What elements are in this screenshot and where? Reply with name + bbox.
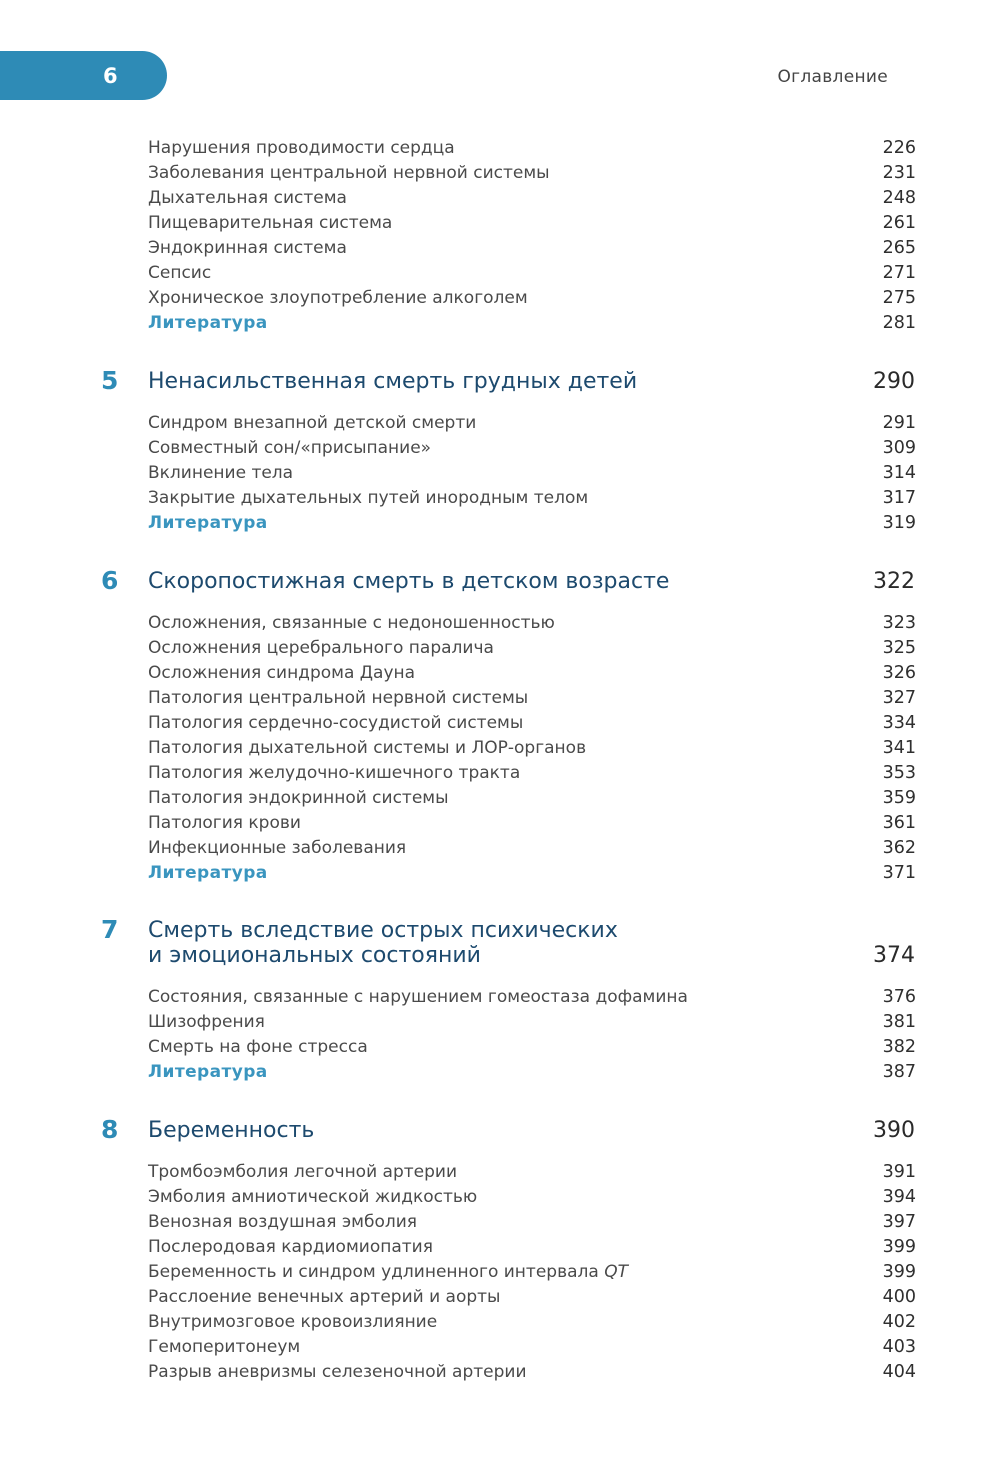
toc-entry[interactable]: Расслоение венечных артерий и аорты 400 (148, 1287, 916, 1307)
toc-entry[interactable]: Инфекционные заболевания 362 (148, 838, 916, 858)
chapter-number: 6 (101, 566, 119, 595)
chapter-number: 8 (101, 1115, 119, 1144)
toc-entry[interactable]: Эндокринная система 265 (148, 238, 916, 258)
toc-entry[interactable]: Беременность и синдром удлиненного интервала QT 399 (148, 1262, 916, 1282)
toc-entry[interactable]: Состояния, связанные с нарушением гомеостаза дофамина 376 (148, 987, 916, 1007)
running-title: Оглавление (777, 67, 888, 87)
toc-entry[interactable]: Патология желудочно-кишечного тракта 353 (148, 763, 916, 783)
toc-entry[interactable]: Патология эндокринной системы 359 (148, 788, 916, 808)
toc-entry[interactable]: Шизофрения 381 (148, 1012, 916, 1032)
toc-entry[interactable]: Закрытие дыхательных путей инородным телом 317 (148, 488, 916, 508)
toc-entry[interactable]: Смерть на фоне стресса 382 (148, 1037, 916, 1057)
toc-entry[interactable]: Гемоперитонеум 403 (148, 1337, 916, 1357)
toc-entry[interactable]: Синдром внезапной детской смерти 291 (148, 413, 916, 433)
chapter-title-line2: и эмоциональных состояний (148, 943, 481, 968)
toc-entry-literature[interactable]: Литература 281 (148, 313, 916, 333)
toc-entry-literature[interactable]: Литература 371 (148, 863, 916, 883)
toc-entry[interactable]: Вклинение тела 314 (148, 463, 916, 483)
toc-entry[interactable]: Пищеварительная система 261 (148, 213, 916, 233)
toc-entry-literature[interactable]: Литература 387 (148, 1062, 916, 1082)
toc-entry[interactable]: Патология крови 361 (148, 813, 916, 833)
toc-entry[interactable]: Осложнения церебрального паралича 325 (148, 638, 916, 658)
toc-entry[interactable]: Эмболия амниотической жидкостью 394 (148, 1187, 916, 1207)
chapter-page: 290 (873, 369, 915, 394)
chapter-number: 5 (101, 366, 119, 395)
page-number-tab (0, 51, 167, 100)
toc-entry[interactable]: Патология центральной нервной системы 327 (148, 688, 916, 708)
chapter-page: 374 (873, 943, 915, 968)
toc-entry[interactable]: Осложнения, связанные с недоношенностью 323 (148, 613, 916, 633)
chapter-title: Ненасильственная смерть грудных детей (148, 369, 638, 394)
chapter-title: Скоропостижная смерть в детском возрасте (148, 569, 670, 594)
toc-entry[interactable]: Разрыв аневризмы селезеночной артерии 404 (148, 1362, 916, 1382)
toc-entry[interactable]: Послеродовая кардиомиопатия 399 (148, 1237, 916, 1257)
toc-entry-literature[interactable]: Литература 319 (148, 513, 916, 533)
toc-entry[interactable]: Дыхательная система 248 (148, 188, 916, 208)
toc-entry[interactable]: Патология сердечно-сосудистой системы 334 (148, 713, 916, 733)
chapter-title-line1: Смерть вследствие острых психических (148, 918, 618, 943)
chapter-title: Беременность (148, 1118, 315, 1143)
toc-entry[interactable]: Патология дыхательной системы и ЛОР-органов 341 (148, 738, 916, 758)
chapter-page: 390 (873, 1118, 915, 1143)
chapter-number: 7 (101, 915, 119, 944)
toc-entry[interactable]: Совместный сон/«присыпание» 309 (148, 438, 916, 458)
toc-entry[interactable]: Внутримозговое кровоизлияние 402 (148, 1312, 916, 1332)
toc-entry[interactable]: Нарушения проводимости сердца 226 (148, 138, 916, 158)
toc-entry[interactable]: Тромбоэмболия легочной артерии 391 (148, 1162, 916, 1182)
toc-entry[interactable]: Сепсис 271 (148, 263, 916, 283)
toc-entry[interactable]: Венозная воздушная эмболия 397 (148, 1212, 916, 1232)
toc-entry[interactable]: Хроническое злоупотребление алкоголем 275 (148, 288, 916, 308)
toc-entry[interactable]: Заболевания центральной нервной системы 231 (148, 163, 916, 183)
page-number: 6 (103, 63, 118, 88)
toc-entry[interactable]: Осложнения синдрома Дауна 326 (148, 663, 916, 683)
chapter-page: 322 (873, 569, 915, 594)
